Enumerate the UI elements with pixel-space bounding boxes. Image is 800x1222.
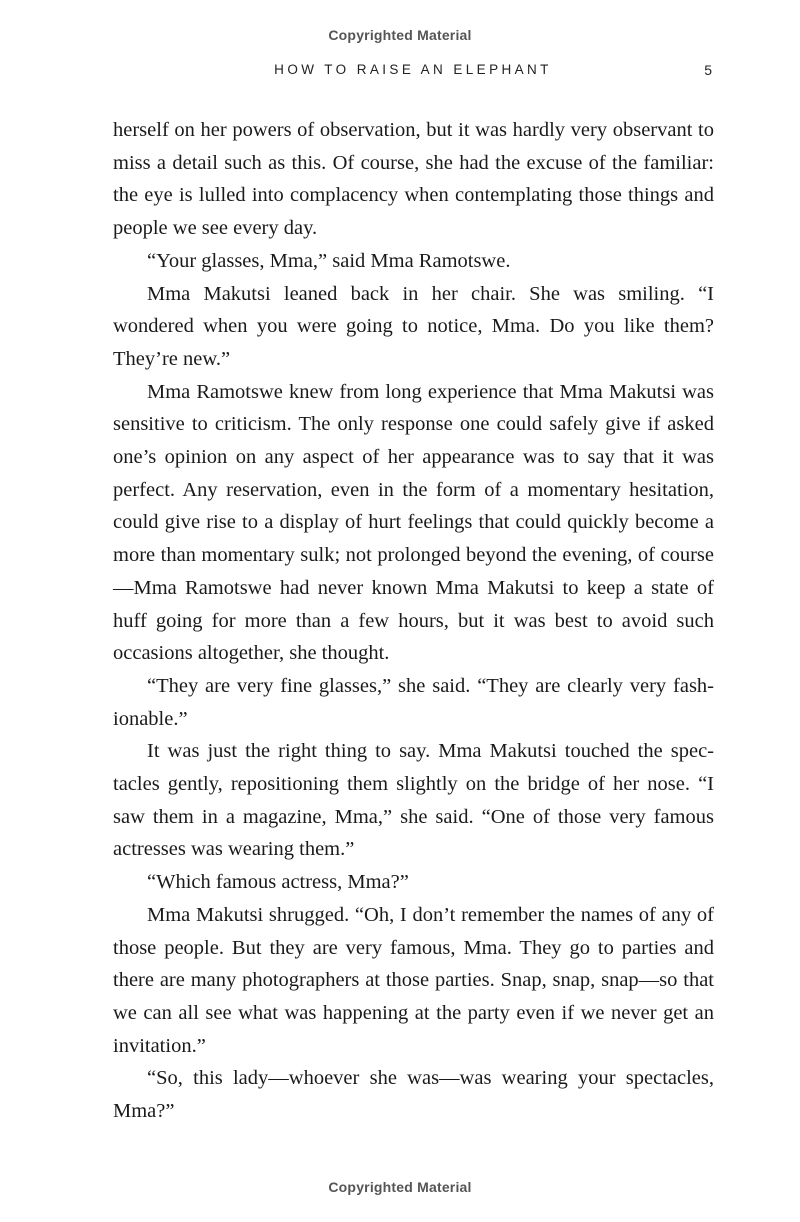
paragraph: Mma Ramotswe knew from long experience that Mma Makutsi was sensitive to criticism. The only response one could safely give if asked one’s opinion on any aspect of her appearance was to say that it was perfect. Any reservation, even in the form of a momentary hesitation, could give rise to a display of hurt feelings that could quickly become a more than momentary sulk; not prolonged beyond the evening, of course—Mma Ramotswe had never known Mma Makutsi to keep a state of huff going for more than a few hours, but it was best to avoid such occasions altogether, she thought. [113, 380, 714, 665]
paragraph: “So, this lady—whoever she was—was wearing your spectacles, Mma?” [113, 1067, 714, 1123]
paragraph: It was just the right thing to say. Mma Makutsi touched the spectacles gently, repositioning them slightly on the bridge of her nose. “I saw them in a magazine, Mma,” she said. “One of those very famous actresses was wearing them.” [113, 740, 714, 861]
copyright-watermark-bottom: Copyrighted Material [328, 1179, 472, 1195]
paragraph-continued: herself on her powers of observation, but it was hardly very observant to miss a detail such as this. Of course, she had the excuse of the familiar: the eye is lulled into complacency when contemplating those things and people we see every day. [113, 119, 714, 240]
page-number: 5 [704, 62, 712, 78]
book-title: HOW TO RAISE AN ELEPHANT [274, 62, 552, 77]
copyright-watermark-top: Copyrighted Material [328, 27, 472, 43]
paragraph: “Your glasses, Mma,” said Mma Ramotswe. [147, 249, 511, 272]
running-header [0, 62, 800, 82]
paragraph: Mma Makutsi leaned back in her chair. She was smiling. “I wondered when you were going to notice, Mma. Do you like them? They’re new.” [113, 282, 714, 370]
body-text [113, 114, 714, 1128]
paragraph: “They are very fine glasses,” she said. “They are clearly very fashionable.” [113, 674, 714, 730]
paragraph: Mma Makutsi shrugged. “Oh, I don’t remember the names of any of those people. But they are very famous, Mma. They go to parties and there are many photographers at those parties. Snap, snap, snap—so that we can all see what was happening at the party even if we never get an invitation.” [113, 903, 714, 1057]
paragraph: “Which famous actress, Mma?” [147, 871, 409, 894]
